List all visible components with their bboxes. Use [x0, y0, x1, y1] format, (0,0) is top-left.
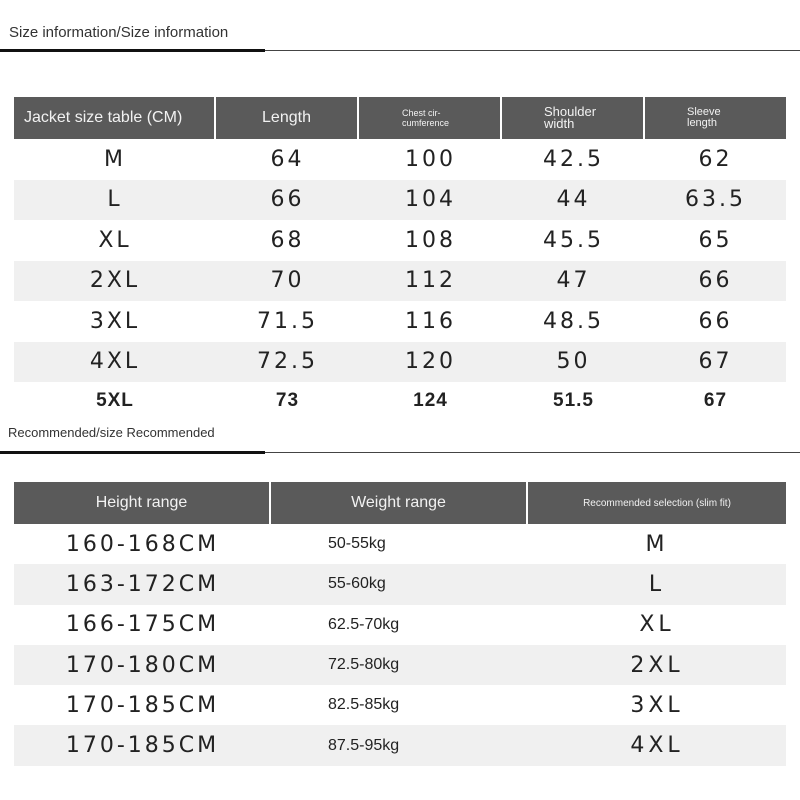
header-shoulder-line2: width [544, 116, 575, 131]
cell-sleeve: 65 [698, 227, 733, 253]
cell-shoulder: 45.5 [543, 227, 604, 253]
cell-shoulder: 48.5 [543, 308, 604, 334]
recommend-table-body [14, 524, 786, 766]
jacket-size-table [14, 97, 786, 420]
cell-weight: 55-60kg [328, 575, 386, 593]
table-row [14, 524, 786, 564]
cell-size: XL [639, 612, 675, 638]
table-row [14, 725, 786, 765]
cell-chest: 116 [405, 308, 456, 334]
header-shoulder-width [502, 97, 645, 139]
table-row [14, 180, 786, 221]
size-information-title: Size information/Size information [9, 24, 229, 41]
cell-size: 3XL [89, 308, 141, 334]
header-height-range: Height range [14, 482, 271, 524]
cell-height: 170-185CM [65, 692, 220, 718]
cell-size: 2XL [630, 652, 684, 678]
cell-height: 170-180CM [65, 652, 220, 678]
cell-shoulder: 50 [556, 349, 591, 375]
header-sleeve-line2: length [687, 117, 717, 129]
cell-length: 71.5 [257, 308, 318, 334]
recommended-title: Recommended/size Recommended [8, 425, 215, 440]
table-row [14, 645, 786, 685]
table-row [14, 220, 786, 261]
cell-chest: 104 [405, 187, 456, 213]
table-row [14, 605, 786, 645]
table-row [14, 564, 786, 604]
divider-accent [0, 49, 265, 52]
cell-length: 72.5 [257, 349, 318, 375]
header-shoulder-line1: Shoulder [544, 104, 597, 119]
header-sleeve-length [645, 97, 786, 139]
cell-chest: 112 [405, 268, 456, 294]
header-chest-circumference [359, 97, 502, 139]
cell-size: 5XL [96, 390, 134, 411]
cell-chest: 120 [405, 349, 456, 375]
cell-shoulder: 51.5 [553, 390, 594, 411]
cell-sleeve: 67 [703, 390, 728, 411]
table-row [14, 301, 786, 342]
cell-size: M [645, 531, 669, 557]
table-row [14, 139, 786, 180]
cell-height: 160-168CM [65, 531, 220, 557]
cell-length: 70 [270, 268, 305, 294]
cell-height: 166-175CM [65, 612, 220, 638]
cell-chest: 108 [405, 227, 456, 253]
cell-weight: 72.5-80kg [328, 656, 400, 674]
jacket-table-header [14, 97, 786, 139]
divider-accent-2 [0, 451, 265, 454]
cell-chest: 124 [413, 390, 448, 411]
cell-size: L [648, 571, 666, 597]
cell-length: 68 [270, 227, 305, 253]
table-row [14, 685, 786, 725]
cell-length: 64 [270, 146, 305, 172]
cell-sleeve: 66 [698, 308, 733, 334]
cell-shoulder: 47 [556, 268, 591, 294]
cell-weight: 62.5-70kg [328, 615, 400, 633]
cell-size: 2XL [89, 268, 141, 294]
cell-chest: 100 [405, 146, 456, 172]
recommend-size-table [14, 482, 786, 766]
recommend-table-header [14, 482, 786, 524]
cell-shoulder: 44 [556, 187, 591, 213]
cell-sleeve: 67 [698, 349, 733, 375]
cell-size: M [104, 146, 126, 172]
cell-weight: 87.5-95kg [328, 736, 400, 754]
cell-shoulder: 42.5 [543, 146, 604, 172]
cell-height: 170-185CM [65, 733, 220, 759]
header-chest-line2: cumference [402, 118, 450, 128]
table-row [14, 382, 786, 420]
cell-size: 3XL [630, 692, 684, 718]
header-recommended-selection: Recommended selection (slim fit) [528, 482, 786, 524]
cell-length: 73 [275, 390, 300, 411]
jacket-table-body [14, 139, 786, 420]
cell-length: 66 [270, 187, 305, 213]
cell-weight: 50-55kg [328, 535, 386, 553]
cell-size: L [107, 187, 123, 213]
header-jacket-size: Jacket size table (CM) [14, 97, 216, 139]
header-weight-range: Weight range [271, 482, 528, 524]
cell-sleeve: 63.5 [685, 187, 746, 213]
cell-size: 4XL [630, 733, 684, 759]
table-row [14, 261, 786, 302]
cell-sleeve: 62 [698, 146, 733, 172]
cell-size: 4XL [89, 349, 141, 375]
cell-sleeve: 66 [698, 268, 733, 294]
header-chest-line1: Chest cir- [402, 108, 441, 118]
cell-size: XL [98, 227, 132, 253]
header-length: Length [216, 97, 359, 139]
cell-weight: 82.5-85kg [328, 696, 400, 714]
cell-height: 163-172CM [65, 571, 220, 597]
table-row [14, 342, 786, 383]
header-sleeve-line1: Sleeve [687, 106, 721, 118]
